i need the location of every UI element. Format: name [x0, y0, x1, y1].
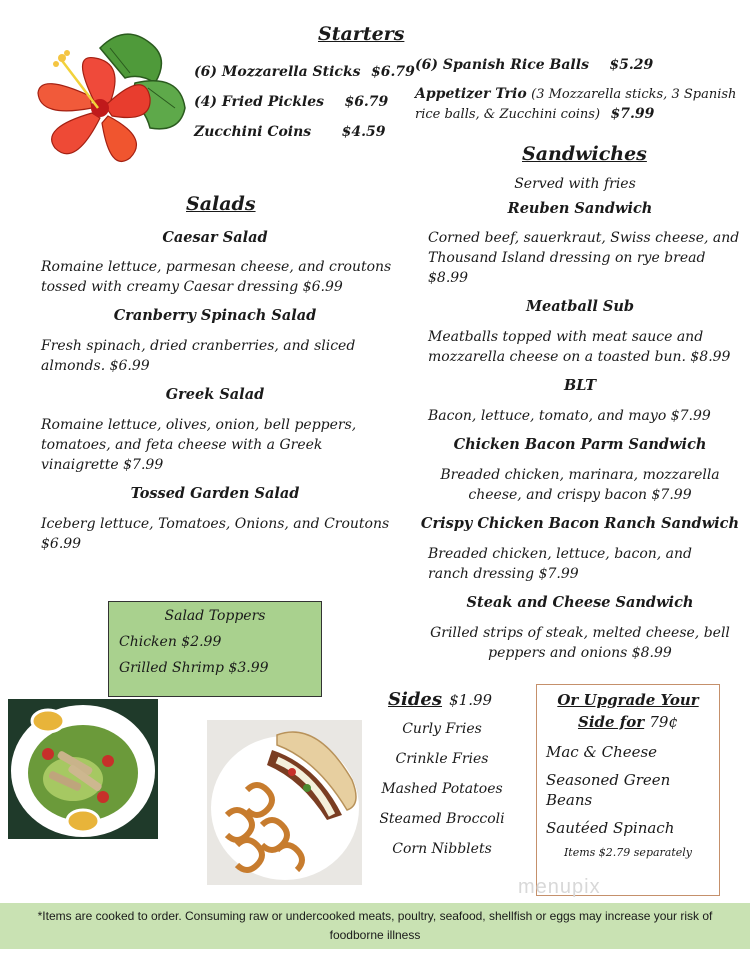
starter-name: (6) Mozzarella Sticks: [194, 64, 361, 80]
desc-line: Iceberg lettuce, Tomatoes, Onions, and Croutons: [41, 516, 390, 532]
desc-line: Breaded chicken, marinara, mozzarella: [440, 467, 720, 483]
upgrade-note: Items $2.79 separately: [563, 846, 693, 859]
sandwich-title: Crispy Chicken Bacon Ranch Sandwich: [420, 515, 740, 532]
starter-item: [194, 124, 385, 140]
side-item: Corn Nibblets: [392, 841, 492, 857]
starter-name: (4) Fried Pickles: [194, 94, 324, 110]
sandwich-title: Meatball Sub: [525, 298, 635, 315]
desc-line: tossed with creamy Caesar dressing $6.99: [41, 279, 343, 295]
desc-line: Breaded chicken, lettuce, bacon, and: [428, 546, 693, 562]
salad-description: [41, 514, 401, 554]
desc-line: Meatballs topped with meat sauce and: [428, 329, 704, 345]
salad-title: Caesar Salad: [162, 229, 268, 246]
desc-line: $6.99: [41, 536, 82, 552]
side-item: Mashed Potatoes: [381, 781, 503, 797]
footer-line: foodborne illness: [329, 928, 421, 942]
salad-title: Greek Salad: [165, 386, 265, 403]
salad-description: [41, 257, 401, 297]
salad-title: Tossed Garden Salad: [130, 485, 300, 502]
sandwich-description: [415, 623, 745, 663]
sandwich-title: BLT: [563, 377, 597, 394]
sandwich-and-fries-photo: [207, 720, 362, 885]
hibiscus-flower-illustration: [30, 28, 190, 178]
desc-line: almonds. $6.99: [41, 358, 150, 374]
sides-price: $1.99: [449, 691, 493, 709]
salad-description: [41, 415, 401, 475]
appetizer-trio: [415, 86, 736, 102]
starter-item: [194, 64, 415, 80]
desc-line: Fresh spinach, dried cranberries, and sliced: [41, 338, 356, 354]
sides-list: [372, 721, 512, 871]
starter-price: $5.29: [609, 57, 654, 73]
sandwiches-subtitle: Served with fries: [514, 176, 636, 192]
salad-toppers-box: [108, 601, 322, 697]
upgrade-item: Beans: [546, 791, 593, 809]
desc-line: Romaine lettuce, parmesan cheese, and croutons: [41, 259, 392, 275]
sandwich-title: Steak and Cheese Sandwich: [466, 594, 694, 611]
starter-name: Zucchini Coins: [194, 124, 312, 140]
sides-heading: Sides: [388, 689, 443, 710]
salad-description: [41, 336, 401, 376]
appetizer-trio-cont: [415, 106, 654, 122]
desc-line: mozzarella cheese on a toasted bun. $8.99: [428, 349, 731, 365]
salad-title: Cranberry Spinach Salad: [113, 307, 317, 324]
sandwich-description: [428, 228, 748, 288]
toppers-heading: Salad Toppers: [164, 608, 266, 624]
sandwich-title: Reuben Sandwich: [507, 200, 653, 217]
topper-item: Chicken $2.99: [119, 634, 222, 650]
sandwich-title: Chicken Bacon Parm Sandwich: [453, 436, 707, 453]
desc-line: Grilled strips of steak, melted cheese, bell: [430, 625, 730, 641]
desc-line: ranch dressing $7.99: [428, 566, 579, 582]
desc-line: vinaigrette $7.99: [41, 457, 164, 473]
salads-heading: Salads: [186, 193, 256, 215]
upgrade-heading: [537, 689, 719, 733]
starter-item: [194, 94, 388, 110]
footer-line: *Items are cooked to order. Consuming raw or undercooked meats, poultry, seafood, shellfish or eggs may increase your risk of: [37, 909, 713, 923]
desc-line: Bacon, lettuce, tomato, and mayo $7.99: [428, 408, 711, 424]
desc-line: peppers and onions $8.99: [488, 645, 672, 661]
desc-line: Corned beef, sauerkraut, Swiss cheese, and: [428, 230, 740, 246]
upgrade-heading-line: Side for: [577, 713, 645, 731]
upgrade-price: 79¢: [649, 713, 679, 731]
starter-price: $6.79: [344, 94, 389, 110]
sandwiches-heading: Sandwiches: [522, 143, 647, 165]
starter-name: Appetizer Trio: [415, 86, 527, 102]
side-item: Steamed Broccoli: [379, 811, 505, 827]
sandwich-description: [428, 544, 748, 584]
side-item: Curly Fries: [402, 721, 482, 737]
sandwich-description: [415, 465, 745, 505]
footer-disclaimer: [0, 903, 750, 949]
desc-line: $8.99: [428, 270, 469, 286]
starter-item: [415, 57, 653, 73]
trio-description: (3 Mozzarella sticks, 3 Spanish: [531, 87, 737, 102]
sides-header: [388, 689, 492, 710]
sandwich-description: [428, 327, 748, 367]
desc-line: tomatoes, and feta cheese with a Greek: [41, 437, 323, 453]
upgrade-item: Sautéed Spinach: [546, 819, 675, 837]
starter-price: $7.99: [610, 106, 655, 122]
upgrade-heading-line: Or Upgrade Your: [557, 691, 699, 709]
topper-item: Grilled Shrimp $3.99: [119, 660, 269, 676]
desc-line: Romaine lettuce, olives, onion, bell peppers,: [41, 417, 357, 433]
starter-name: (6) Spanish Rice Balls: [415, 57, 589, 73]
trio-description: rice balls, & Zucchini coins): [415, 107, 601, 122]
sandwich-description: [428, 406, 748, 426]
side-item: Crinkle Fries: [395, 751, 489, 767]
salad-photo: [8, 699, 158, 839]
starter-price: $4.59: [341, 124, 386, 140]
starters-heading: Starters: [318, 23, 405, 45]
upgrade-item: Seasoned Green: [546, 771, 671, 789]
desc-line: cheese, and crispy bacon $7.99: [468, 487, 692, 503]
upgrade-side-box: [536, 684, 720, 896]
starter-price: $6.79: [371, 64, 415, 80]
upgrade-item: Mac & Cheese: [546, 743, 658, 761]
watermark: menupix: [518, 876, 601, 898]
desc-line: Thousand Island dressing on rye bread: [428, 250, 706, 266]
